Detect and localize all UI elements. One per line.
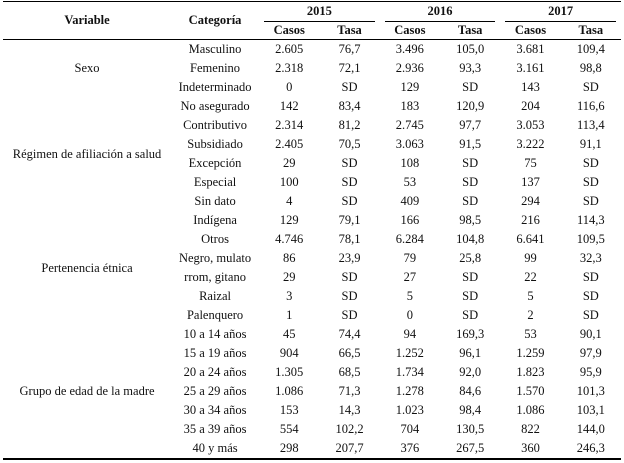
value-cell: 53 bbox=[403, 175, 417, 189]
table-row bbox=[3, 40, 621, 60]
variable-cell: Grupo de edad de la madre bbox=[19, 384, 155, 398]
category-cell: Sin dato bbox=[194, 194, 236, 208]
category-cell: Masculino bbox=[188, 42, 242, 56]
value-cell: 83,4 bbox=[338, 99, 361, 113]
category-cell: Raizal bbox=[199, 289, 232, 303]
value-cell: 2.314 bbox=[275, 118, 304, 132]
value-cell: 294 bbox=[521, 194, 540, 208]
value-cell: 32,3 bbox=[579, 251, 602, 265]
value-cell: 554 bbox=[279, 422, 299, 436]
value-cell: SD bbox=[462, 175, 479, 189]
value-cell: 1.734 bbox=[395, 365, 424, 379]
value-cell: 22 bbox=[524, 270, 537, 284]
value-cell: 2.318 bbox=[275, 61, 304, 75]
value-cell: 120,9 bbox=[456, 99, 485, 113]
value-cell: 298 bbox=[279, 441, 299, 455]
value-cell: 204 bbox=[521, 99, 540, 113]
value-cell: 3 bbox=[286, 289, 293, 303]
year-label: 2015 bbox=[264, 2, 375, 22]
header-row-years bbox=[3, 2, 621, 23]
value-cell: 4.746 bbox=[275, 232, 304, 246]
value-cell: 95,9 bbox=[579, 365, 602, 379]
category-cell: 40 y más bbox=[192, 441, 238, 455]
value-cell: 1.086 bbox=[275, 384, 304, 398]
value-cell: 101,3 bbox=[576, 384, 605, 398]
category-cell: rrom, gitano bbox=[184, 270, 246, 284]
category-cell: Palenquero bbox=[186, 308, 244, 322]
category-cell: Especial bbox=[193, 175, 237, 189]
column-header-year-2015 bbox=[259, 2, 380, 23]
value-cell: 102,2 bbox=[335, 422, 364, 436]
value-cell: SD bbox=[582, 270, 599, 284]
value-cell: 14,3 bbox=[338, 403, 361, 417]
value-cell: SD bbox=[341, 270, 358, 284]
value-cell: 3.063 bbox=[395, 137, 424, 151]
column-header-year-2016 bbox=[380, 2, 501, 23]
value-cell: 92,0 bbox=[459, 365, 482, 379]
value-cell: 822 bbox=[521, 422, 540, 436]
value-cell: 5 bbox=[406, 289, 413, 303]
value-cell: 97,7 bbox=[459, 118, 482, 132]
value-cell: 6.641 bbox=[516, 232, 545, 246]
value-cell: 2.405 bbox=[275, 137, 304, 151]
value-cell: SD bbox=[582, 156, 599, 170]
value-cell: 113,4 bbox=[576, 118, 605, 132]
column-header-tasa: Tasa bbox=[561, 22, 621, 40]
table-header bbox=[3, 2, 621, 40]
value-cell: 143 bbox=[521, 80, 540, 94]
value-cell: 116,6 bbox=[576, 99, 605, 113]
value-cell: 6.284 bbox=[395, 232, 424, 246]
category-cell: 15 a 19 años bbox=[183, 346, 247, 360]
table-row bbox=[3, 211, 621, 230]
value-cell: 66,5 bbox=[338, 346, 361, 360]
value-cell: 109,5 bbox=[576, 232, 605, 246]
value-cell: SD bbox=[462, 156, 479, 170]
value-cell: SD bbox=[341, 156, 358, 170]
column-header-year-2017 bbox=[500, 2, 621, 23]
category-cell: Negro, mulato bbox=[178, 251, 252, 265]
value-cell: 1.278 bbox=[395, 384, 424, 398]
variable-cell: Pertenencia étnica bbox=[41, 260, 133, 275]
value-cell: 142 bbox=[279, 99, 299, 113]
value-cell: 98,5 bbox=[459, 213, 482, 227]
value-cell: SD bbox=[462, 289, 479, 303]
value-cell: 45 bbox=[282, 327, 296, 341]
category-cell: No asegurado bbox=[180, 99, 250, 113]
value-cell: 904 bbox=[279, 346, 299, 360]
value-cell: 79,1 bbox=[338, 213, 361, 227]
value-cell: 91,5 bbox=[459, 137, 482, 151]
value-cell: 137 bbox=[521, 175, 540, 189]
value-cell: 1.023 bbox=[395, 403, 424, 417]
table-row bbox=[3, 325, 621, 344]
value-cell: 71,3 bbox=[338, 384, 361, 398]
value-cell: 29 bbox=[282, 270, 296, 284]
value-cell: 86 bbox=[282, 251, 296, 265]
value-cell: 90,1 bbox=[579, 327, 602, 341]
category-cell: Indígena bbox=[193, 213, 237, 227]
value-cell: SD bbox=[582, 308, 599, 322]
value-cell: 1.259 bbox=[516, 346, 545, 360]
category-cell: Contributivo bbox=[183, 118, 247, 132]
value-cell: 78,1 bbox=[338, 232, 361, 246]
value-cell: SD bbox=[341, 175, 358, 189]
value-cell: 2.936 bbox=[395, 61, 424, 75]
value-cell: SD bbox=[462, 80, 479, 94]
value-cell: 1.570 bbox=[516, 384, 545, 398]
value-cell: 70,5 bbox=[338, 137, 361, 151]
value-cell: 99 bbox=[524, 251, 537, 265]
value-cell: 114,3 bbox=[576, 213, 605, 227]
column-header-casos: Casos bbox=[259, 22, 319, 40]
value-cell: 100 bbox=[279, 175, 299, 189]
value-cell: 104,8 bbox=[456, 232, 485, 246]
value-cell: 3.496 bbox=[395, 42, 424, 56]
value-cell: 0 bbox=[406, 308, 413, 322]
value-cell: 0 bbox=[286, 80, 293, 94]
value-cell: 216 bbox=[521, 213, 540, 227]
column-header-categoria: Categoría bbox=[171, 2, 259, 40]
value-cell: 53 bbox=[524, 327, 537, 341]
value-cell: 97,9 bbox=[579, 346, 602, 360]
column-header-tasa: Tasa bbox=[440, 22, 500, 40]
value-cell: 267,5 bbox=[456, 441, 485, 455]
value-cell: 105,0 bbox=[456, 42, 485, 56]
category-cell: Excepción bbox=[188, 156, 242, 170]
variable-cell: Sexo bbox=[74, 61, 100, 75]
value-cell: SD bbox=[341, 80, 358, 94]
value-cell: 1.252 bbox=[395, 346, 424, 360]
value-cell: 79 bbox=[403, 251, 417, 265]
value-cell: 103,1 bbox=[576, 403, 605, 417]
category-cell: 30 a 34 años bbox=[183, 403, 247, 417]
table-row bbox=[3, 97, 621, 116]
value-cell: 1.086 bbox=[516, 403, 545, 417]
category-cell: Subsidiado bbox=[187, 137, 243, 151]
value-cell: 27 bbox=[403, 270, 417, 284]
value-cell: 376 bbox=[400, 441, 420, 455]
value-cell: SD bbox=[582, 175, 599, 189]
value-cell: 360 bbox=[521, 441, 540, 455]
value-cell: 3.161 bbox=[516, 61, 545, 75]
value-cell: 1.823 bbox=[516, 365, 545, 379]
value-cell: SD bbox=[341, 289, 358, 303]
variable-cell: Régimen de afiliación a salud bbox=[12, 146, 162, 161]
value-cell: 169,3 bbox=[456, 327, 485, 341]
value-cell: 3.681 bbox=[516, 42, 545, 56]
value-cell: 109,4 bbox=[576, 42, 605, 56]
value-cell: 1 bbox=[286, 308, 293, 322]
value-cell: 81,2 bbox=[338, 118, 361, 132]
value-cell: 91,1 bbox=[579, 137, 602, 151]
year-label: 2016 bbox=[385, 2, 496, 22]
column-header-tasa: Tasa bbox=[319, 22, 379, 40]
value-cell: 153 bbox=[279, 403, 299, 417]
value-cell: 75 bbox=[524, 156, 537, 170]
value-cell: 409 bbox=[400, 194, 420, 208]
statistics-table bbox=[3, 1, 621, 460]
value-cell: 3.053 bbox=[516, 118, 545, 132]
value-cell: 3.222 bbox=[516, 137, 545, 151]
value-cell: 2 bbox=[527, 308, 534, 322]
value-cell: 4 bbox=[286, 194, 293, 208]
value-cell: 704 bbox=[400, 422, 420, 436]
value-cell: 94 bbox=[403, 327, 417, 341]
value-cell: 2.605 bbox=[275, 42, 304, 56]
value-cell: SD bbox=[582, 289, 599, 303]
value-cell: 166 bbox=[400, 213, 420, 227]
value-cell: 183 bbox=[400, 99, 420, 113]
year-label: 2017 bbox=[505, 2, 616, 22]
value-cell: 98,4 bbox=[459, 403, 482, 417]
value-cell: 72,1 bbox=[338, 61, 361, 75]
value-cell: 76,7 bbox=[338, 42, 361, 56]
value-cell: 207,7 bbox=[335, 441, 364, 455]
value-cell: SD bbox=[341, 308, 358, 322]
value-cell: 129 bbox=[279, 213, 299, 227]
value-cell: SD bbox=[341, 194, 358, 208]
value-cell: 1.305 bbox=[275, 365, 304, 379]
value-cell: SD bbox=[462, 194, 479, 208]
value-cell: 84,6 bbox=[459, 384, 482, 398]
value-cell: 144,0 bbox=[576, 422, 605, 436]
category-cell: Indeterminado bbox=[178, 80, 252, 94]
category-cell: 20 a 24 años bbox=[183, 365, 247, 379]
value-cell: 25,8 bbox=[459, 251, 482, 265]
value-cell: SD bbox=[462, 308, 479, 322]
category-cell: 25 a 29 años bbox=[183, 384, 247, 398]
value-cell: 96,1 bbox=[459, 346, 482, 360]
category-cell: 35 a 39 años bbox=[183, 422, 247, 436]
value-cell: 2.745 bbox=[395, 118, 424, 132]
value-cell: 98,8 bbox=[579, 61, 602, 75]
value-cell: SD bbox=[582, 80, 599, 94]
value-cell: SD bbox=[582, 194, 599, 208]
value-cell: 130,5 bbox=[456, 422, 485, 436]
category-cell: Otros bbox=[201, 232, 229, 246]
value-cell: 5 bbox=[527, 289, 534, 303]
category-cell: 10 a 14 años bbox=[183, 327, 247, 341]
category-cell: Femenino bbox=[190, 61, 241, 75]
value-cell: 23,9 bbox=[338, 251, 361, 265]
value-cell: 68,5 bbox=[338, 365, 361, 379]
value-cell: 93,3 bbox=[459, 61, 482, 75]
table-body bbox=[3, 40, 621, 460]
value-cell: 108 bbox=[400, 156, 420, 170]
value-cell: 29 bbox=[282, 156, 296, 170]
column-header-casos: Casos bbox=[380, 22, 440, 40]
value-cell: 74,4 bbox=[338, 327, 361, 341]
value-cell: SD bbox=[462, 270, 479, 284]
value-cell: 246,3 bbox=[576, 441, 605, 455]
column-header-casos: Casos bbox=[500, 22, 560, 40]
column-header-variable: Variable bbox=[3, 2, 171, 40]
value-cell: 129 bbox=[400, 80, 420, 94]
